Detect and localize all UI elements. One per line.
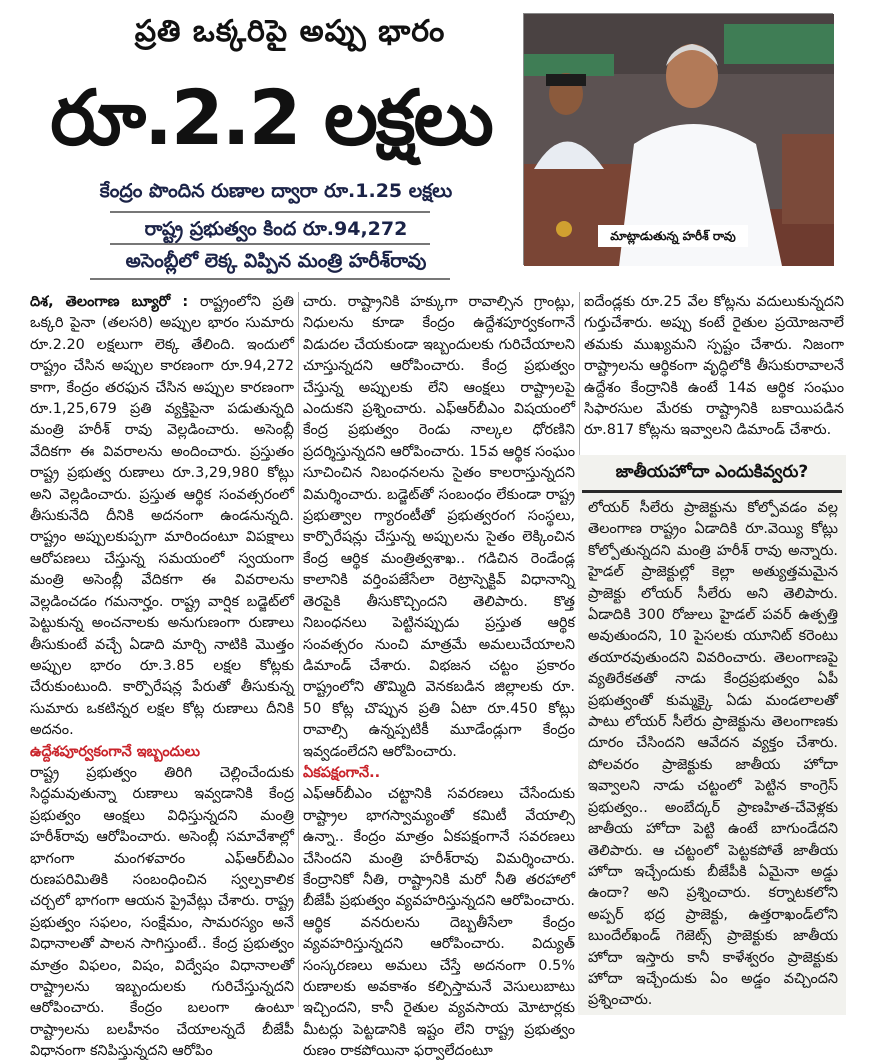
article-paragraph: ఎఫ్ఆర్‌బీఎం చట్టానికి సవరణలు చేసేందుకు రాష్ట్రాల భాగస్వామ్యంతో కమిటీ వేయాల్సి ఉన్నా.. కేంద్రం మాత్రం ఏకపక్షంగానే సవరణలు చేసిందని మంత్రి హరీశ్‌రావు విమర్శించారు. కేంద్రానికో నీతి, రాష్ట్రానికి మరో నీతి తరహాలో బీజేపీ ప్రభుత్వం వ్యవహరిస్తున్నదని ఆరోపించారు. ఆర్థిక వనరులను దెబ్బతీసేలా కేంద్రం వ్యవహరిస్తున్నదని ఆరోపించారు. విద్యుత్ సంస్కరణలు అమలు చేస్తే అదనంగా 0.5% రుణాలకు అవకాశం కల్పిస్తామనే వెసులుబాటు ఇచ్చిందని, కానీ రైతుల వ్యవసాయ మోటార్లకు మీటర్లు పెట్టడానికి ఇష్టం లేని రాష్ట్ర ప్రభుత్వం రుణం రాకపోయినా ఫర్వాలేదంటూ [303,786,575,1060]
photo-caption: మాట్లాడుతున్న హరీశ్ రావు [598,225,748,247]
deck-rule [90,278,450,280]
column-divider [298,292,299,1007]
article-paragraph: రాష్ట్ర ప్రభుత్వం తిరిగి చెల్లించేందుకు సిద్ధమవుతున్నా రుణాలు ఇవ్వడానికి కేంద్ర ప్రభుత్వం ఆంక్షలు విధిస్తున్నదని మంత్రి హరీశ్‌రావు ఆరోపించారు. అసెంబ్లీ సమావేశాల్లో భాగంగా మంగళవారం ఎఫ్ఆర్‌బీఎం రుణపరిమితికి సంబంధించిన స్వల్పకాలిక చర్చలో భాగంగా ఆయన ప్రైవేట్లు చేశారు. రాష్ట్ర ప్రభుత్వం సఫలం, సంక్షేమం, సామరస్యం అనే విధానాలతో పాలన సాగిస్తుంటే.. కేంద్ర ప్రభుత్వం మాత్రం విఫలం, విషం, విద్వేషం విధానాలతో రాష్ట్రాలను ఇబ్బందులకు గురిచేస్తున్నదని ఆరోపించారు. కేంద్రం బలంగా ఉంటూ రాష్ట్రాలను బలహీనం చేయాలన్నదే బీజేపీ విధానంగా కనిపిస్తున్నదని ఆరోపిం [30,764,294,1060]
kicker: ప్రతి ఒక్కరిపై అప్పు భారం [134,14,446,49]
deck-line-2: రాష్ట్ర ప్రభుత్వం కింద రూ.94,272 [144,218,408,240]
sidebar-box-text: లోయర్ సీలేరు ప్రాజెక్టును కోల్పోవడం వల్ల తెలంగాణ రాష్ట్రం ఏడాదికి రూ.వెయ్యి కోట్లు కోల్పోతున్నదని మంత్రి హరీశ్ రావు అన్నారు. హైడల్ ప్రాజెక్టుల్లో కెల్లా అత్యుత్తమమైన ప్రాజెక్టు లోయర్ సీలేరు అని తెలిపారు. ఏడాదికి 300 రోజులు హైడల్ పవర్ ఉత్పత్తి అవుతుందని, 10 పైసలకు యూనిట్ కరెంటు తయారవుతుందని వివరించారు. తెలంగాణపై వ్యతిరేకతతో నాడు కేంద్రప్రభుత్వం ఏపీ ప్రభుత్వంతో కుమ్మక్కై ఏడు మండలాలతో పాటు లోయర్ సీలేరు ప్రాజెక్టును తెలంగాణకు దూరం చేసిందని ఆవేదన వ్యక్తం చేశారు. పోలవరం ప్రాజెక్టుకు జాతీయ హోదా ఇవ్వాలని నాడు చట్టంలో పెట్టిన కాంగ్రెస్ ప్రభుత్వం.. అంబేద్కర్ ప్రాణహిత-చేవెళ్లకు జాతీయ హోదా పెట్టి ఉంటే బాగుండేదని తెలిపారు. ఆ చట్టంలో పెట్టకపోతే జాతీయ హోదా ఇచ్చేందుకు బీజేపీకి ఏమైనా అడ్డు ఉందా? అని ప్రశ్నించారు. కర్నాటకలోని అప్పర్ భద్ర ప్రాజెక్టు, ఉత్తరాఖండ్‌లోని బుందేల్‌ఖండ్ గెజెట్స్ ప్రాజెక్టుకు జాతీయ హోదా ఇస్తారు కానీ కాళేశ్వరం ప్రాజెక్టుకు హోదా ఇచ్చేందుకు ఏం అడ్డం వచ్చిందని ప్రశ్నించారు. [588,500,838,1009]
deck-line-1: కేంద్రం పొందిన రుణాల ద్వారా రూ.1.25 లక్షలు [99,180,453,202]
article-column-2 [303,292,575,1063]
sidebar-box-title: జాతీయహోదా ఎందుకివ్వరు? [615,462,809,482]
article-paragraph [30,292,294,742]
article-column-3 [584,292,844,442]
subhead: ఏకపక్షంగానే.. [303,764,381,781]
article-paragraph: ఐదేండ్లకు రూ.25 వేల కోట్లను వదులుకున్నదని గుర్తుచేశారు. అప్పు కంటే రైతుల ప్రయోజనాలే తమకు ముఖ్యమని స్పష్టం చేశారు. నిజంగా రాష్ట్రాలను ఆర్థికంగా వృద్ధిలోకి తీసుకురావాలనే ఉద్దేశం కేంద్రానికి ఉంటే 14వ ఆర్థిక సంఘం సిఫారసుల మేరకు రాష్ట్రానికి బకాయిపడిన రూ.817 కోట్లను ఇవ్వాలని డిమాండ్ చేశారు. [584,294,844,439]
deck-rule [110,243,430,245]
article-paragraph: చారు. రాష్ట్రానికి హక్కుగా రావాల్సిన గ్రాంట్లు, నిధులను కూడా కేంద్రం ఉద్దేశపూర్వకంగానే విడుదల చేయకుండా ఇబ్బందులకు గురిచేయాలని చూస్తున్నదని ఆరోపించారు. కేంద్ర ప్రభుత్వం చేస్తున్న అప్పులకు లేని ఆంక్షలు రాష్ట్రాలపై ఎందుకని ప్రశ్నించారు. ఎఫ్ఆర్‌బీఎం విషయంలో కేంద్ర ప్రభుత్వం రెండు నాల్కల ధోరణిని ప్రదర్శిస్తున్నదని ఆరోపించారు. 15వ ఆర్థిక సంఘం సూచించిన నిబంధనలను సైతం కాలరాస్తున్నదని విమర్శించారు. బడ్జెట్‌తో సంబంధం లేకుండా రాష్ట్ర ప్రభుత్వాల గ్యారంటీతో ప్రభుత్వరంగ సంస్థలు, కార్పొరేషన్లు చేస్తున్న అప్పులను సైతం లెక్కించిన కేంద్ర ఆర్థిక మంత్రిత్వశాఖ.. గడిచిన రెండేండ్ల కాలానికి వర్తింపజేసేలా రెట్రాస్పెక్టివ్ విధానాన్ని తెరపైకి తీసుకొచ్చిందని తెలిపారు. కొత్త నిబంధనలు పెట్టినప్పుడు ప్రస్తుత ఆర్థిక సంవత్సరం నుంచి మాత్రమే అమలుచేయాలని డిమాండ్ చేశారు. విభజన చట్టం ప్రకారం రాష్ట్రంలోని తొమ్మిది వెనకబడిన జిల్లాలకు రూ. 50 కోట్ల చొప్పున ప్రతి ఏటా రూ.450 కోట్లు రావాల్సి ఉన్నప్పటికీ మూడేండ్లుగా కేంద్రం ఇవ్వడంలేదని ఆరోపించారు. [303,294,575,760]
article-column-1 [30,292,294,1063]
dateline: దిశ, తెలంగాణ బ్యూరో : [30,294,189,310]
headline: రూ.2.2 లక్షలు [50,73,492,162]
sidebar-box-rule [582,490,842,493]
deck-line-3: అసెంబ్లీలో లెక్క విప్పిన మంత్రి హరీశ్‌రావు [125,250,427,272]
subhead: ఉద్దేశపూర్వకంగానే ఇబ్బందులు [30,743,200,760]
deck-rule [110,211,430,213]
article-text: రాష్ట్రంలోని ప్రతి ఒక్కరి పైనా (తలసరి) అప్పుల భారం సుమారు రూ.2.20 లక్షలుగా లెక్క తేలింది. ఇందులో రాష్ట్రం చేసిన అప్పుల కారణంగా రూ.94,272 కాగా, కేంద్రం తరఫున చేసిన అప్పుల కారణంగా రూ.1,25,679 ప్రతి వ్యక్తిపైనా పడుతున్నది మంత్రి హరీశ్ రావు వెల్లడించారు. అసెంబ్లీ వేదికగా ఈ వివరాలను అందించారు. ప్రస్తుతం రాష్ట్ర ప్రభుత్వ రుణాలు రూ.3,29,980 కోట్లు అని వెల్లడించారు. ప్రస్తుత ఆర్థిక సంవత్సరంలో తీసుకునేది దీనికి అదనంగా ఉండనున్నది. రాష్ట్రం అప్పులకుప్పగా మారిందంటూ విపక్షాలు ఆరోపణలు చేస్తున్న సమయంలో స్వయంగా మంత్రి అసెంబ్లీ వేదికగా ఈ వివరాలను వెల్లడించడం గమనార్హం. రాష్ట్ర వార్షిక బడ్జెట్‌లో పెట్టుకున్న అంచనాలకు అనుగుణంగా రుణాలు తీసుకుంటే వచ్చే ఏడాది మార్చి నాటికి మొత్తం అప్పుల భారం రూ.3.85 లక్షల కోట్లకు చేరుకుంటుంది. కార్పొరేషన్ల పేరుతో తీసుకున్న సుమారు ఒకటిన్నర లక్షల కోట్ల రుణాలు దీనికి అదనం. [30,294,295,739]
